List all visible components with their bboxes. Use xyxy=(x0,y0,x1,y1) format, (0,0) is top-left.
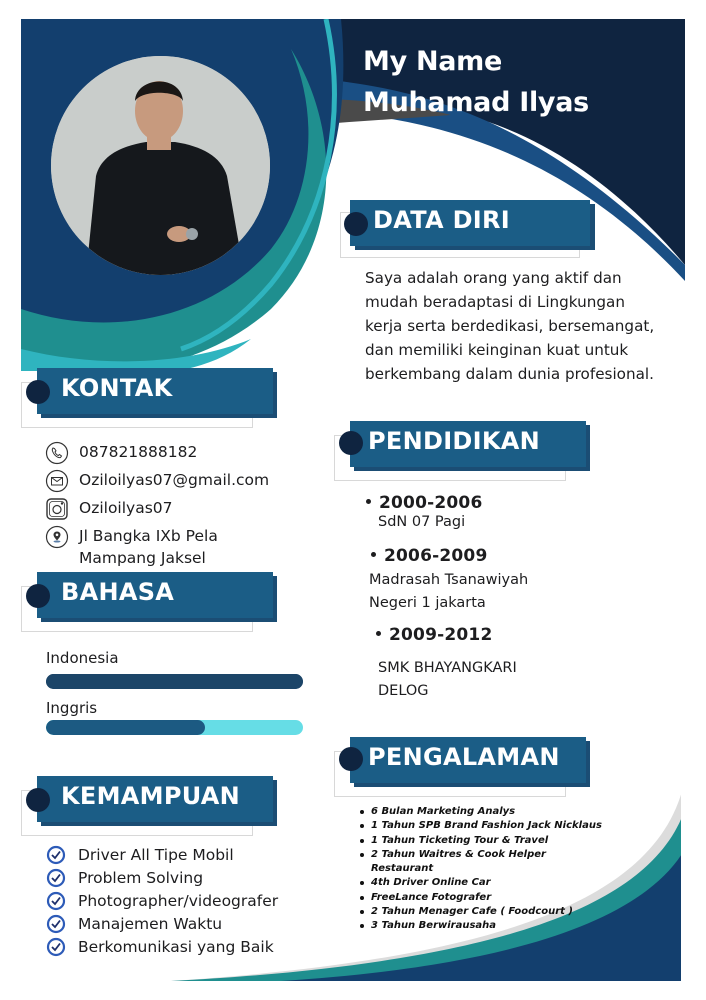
education-entry xyxy=(376,625,517,703)
education-school: SMK BHAYANGKARI DELOG xyxy=(378,660,517,699)
experience-item: 6 Bulan Marketing Analys xyxy=(358,805,602,819)
section-header-bahasa xyxy=(21,572,281,630)
contact-instagram xyxy=(45,497,269,525)
language-inggris xyxy=(46,698,97,718)
experience-list xyxy=(358,805,602,934)
check-circle-icon xyxy=(46,914,66,934)
experience-item: 1 Tahun Ticketing Tour & Travel xyxy=(358,834,602,848)
section-header-data-diri xyxy=(340,200,600,258)
section-title: KEMAMPUAN xyxy=(61,782,241,810)
experience-item: 3 Tahun Berwirausaha xyxy=(358,919,602,933)
bullet-dot xyxy=(339,431,363,455)
section-header-pendidikan xyxy=(334,421,594,479)
bullet-icon xyxy=(371,552,376,557)
skill-item: Berkomunikasi yang Baik xyxy=(46,935,278,958)
bullet-icon xyxy=(376,631,381,636)
instagram-icon xyxy=(45,497,69,521)
bullet-icon xyxy=(360,824,364,828)
location-pin-icon xyxy=(45,525,69,549)
bullet-icon xyxy=(360,881,364,885)
experience-item: 2 Tahun Menager Cafe ( Foodcourt ) xyxy=(358,905,602,919)
mail-icon xyxy=(45,469,69,493)
bullet-icon xyxy=(360,853,364,857)
section-title: KONTAK xyxy=(61,374,173,402)
experience-item: 2 Tahun Waitres & Cook Helper Restaurant xyxy=(358,848,602,877)
check-circle-icon xyxy=(46,845,66,865)
person-silhouette-icon xyxy=(51,56,270,275)
contact-phone-text[interactable]: 087821888182 xyxy=(79,443,198,461)
bullet-dot xyxy=(339,747,363,771)
education-entry xyxy=(366,493,483,531)
bullet-icon xyxy=(360,839,364,843)
bullet-dot xyxy=(26,788,50,812)
section-header-kemampuan xyxy=(21,776,281,834)
experience-item: 1 Tahun SPB Brand Fashion Jack Nicklaus xyxy=(358,819,602,833)
contact-address xyxy=(45,525,269,573)
resume-name xyxy=(363,41,589,123)
about-text: Saya adalah orang yang aktif dan mudah beradaptasi di Lingkungan kerja serta berdedikasi, bersemangat, dan memiliki keinginan kuat untuk berkembang dalam dunia profesional. xyxy=(365,269,655,383)
bullet-dot xyxy=(26,584,50,608)
bullet-icon xyxy=(360,810,364,814)
bullet-icon xyxy=(360,910,364,914)
language-level-bar xyxy=(46,674,303,689)
check-circle-icon xyxy=(46,937,66,957)
section-title: PENDIDIKAN xyxy=(368,427,541,455)
education-school: SdN 07 Pagi xyxy=(378,514,466,530)
education-period: 2000-2006 xyxy=(379,493,483,513)
section-header-kontak xyxy=(21,368,281,426)
name-line-2: Muhamad Ilyas xyxy=(363,87,589,118)
name-line-1: My Name xyxy=(363,46,503,77)
education-school: Madrasah Tsanawiyah Negeri 1 jakarta xyxy=(369,572,529,611)
bullet-icon xyxy=(360,924,364,928)
phone-icon xyxy=(45,441,69,465)
skill-item: Photographer/videografer xyxy=(46,889,278,912)
profile-photo xyxy=(51,56,270,275)
bullet-dot xyxy=(26,380,50,404)
skill-item: Problem Solving xyxy=(46,866,278,889)
language-indonesia xyxy=(46,648,119,668)
skill-item: Manajemen Waktu xyxy=(46,912,278,935)
education-period: 2009-2012 xyxy=(389,625,493,645)
check-circle-icon xyxy=(46,891,66,911)
check-circle-icon xyxy=(46,868,66,888)
section-title: DATA DIRI xyxy=(373,206,511,234)
contact-phone xyxy=(45,441,269,469)
experience-item: 4th Driver Online Car xyxy=(358,876,602,890)
skills-list xyxy=(46,843,278,958)
bullet-icon xyxy=(366,499,371,504)
language-name: Inggris xyxy=(46,699,98,717)
resume-page xyxy=(21,19,685,981)
section-title: BAHASA xyxy=(61,578,175,606)
education-entry xyxy=(371,546,528,615)
skill-item: Driver All Tipe Mobil xyxy=(46,843,278,866)
contact-instagram-text[interactable]: Oziloilyas07 xyxy=(79,499,173,517)
section-title: PENGALAMAN xyxy=(368,743,560,771)
language-name: Indonesia xyxy=(46,649,119,667)
section-header-pengalaman xyxy=(334,737,594,795)
contact-list xyxy=(45,441,269,573)
language-level-bar xyxy=(46,720,303,735)
bullet-icon xyxy=(360,896,364,900)
contact-email xyxy=(45,469,269,497)
contact-email-text[interactable]: Oziloilyas07@gmail.com xyxy=(79,471,270,489)
bullet-dot xyxy=(344,212,368,236)
contact-address-text: Jl Bangka IXb Pela Mampang Jaksel xyxy=(79,527,218,567)
education-period: 2006-2009 xyxy=(384,546,488,566)
experience-item: FreeLance Fotografer xyxy=(358,891,602,905)
